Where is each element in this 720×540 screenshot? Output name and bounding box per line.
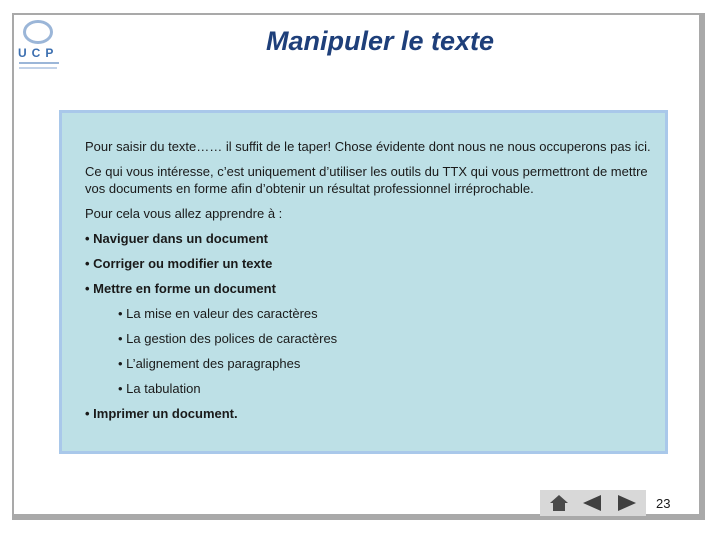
logo-line [19,67,57,69]
home-icon[interactable] [550,495,568,511]
slide-title: Manipuler le texte [265,26,495,56]
sub-bullet-item: • L’alignement des paragraphes [118,356,301,371]
bullet-item: • Naviguer dans un document [85,231,268,246]
sub-bullet-item: • La gestion des polices de caractères [118,331,338,346]
ucp-logo [18,20,60,72]
logo-line [19,62,59,64]
next-arrow-icon[interactable] [618,495,636,511]
paragraph-learn: Pour cela vous allez apprendre à : [85,206,283,221]
bullet-item: • Imprimer un document. [85,406,238,421]
bullet-item: • Mettre en forme un document [85,281,276,296]
sub-bullet-item: • La tabulation [118,381,201,396]
paragraph-intro: Pour saisir du texte…… il suffit de le taper! Chose évidente dont nous ne nous occuperons pas ici. [85,139,651,154]
logo-text: UCP [18,46,59,60]
paragraph-interest: Ce qui vous intéresse, c’est uniquement d’utiliser les outils du TTX qui vous permettront de mettre vos documents en forme afin d’obtenir un résultat professionnel irréprochable. [85,164,648,196]
sub-bullet-item: • La mise en valeur des caractères [118,306,318,321]
previous-arrow-icon[interactable] [583,495,601,511]
content-text [85,138,655,430]
page-number: 23 [656,496,671,511]
bullet-item: • Corriger ou modifier un texte [85,256,273,271]
navigation-bar [540,490,646,516]
logo-ring [23,20,53,44]
